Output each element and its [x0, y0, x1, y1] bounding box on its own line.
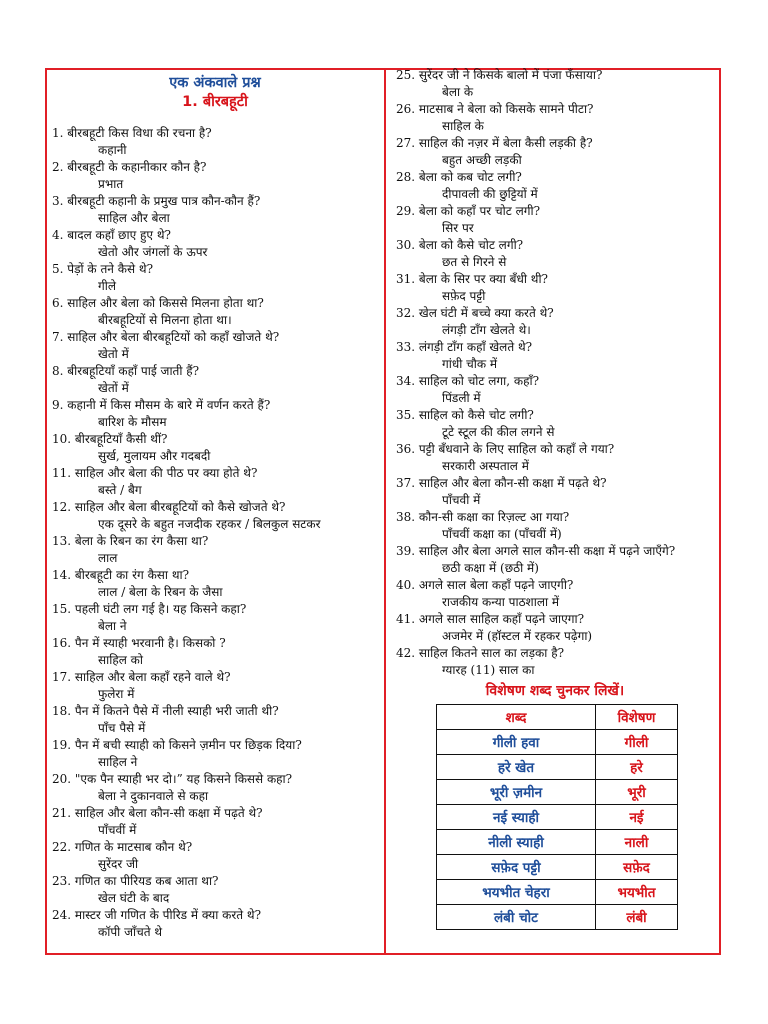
answer-text: पिंडली में: [442, 391, 481, 405]
answer-text: पाँचवीं में: [98, 823, 137, 837]
answer-text: बहुत अच्छी लड़की: [442, 153, 522, 167]
question-text: 27. साहिल की नज़र में बेला कैसी लड़की है?: [396, 136, 593, 150]
question-item: [396, 509, 714, 543]
answer-text: बीरबहूटियों से मिलना होता था।: [98, 313, 232, 327]
question-item: [396, 305, 714, 339]
question-text: 3. बीरबहूटी कहानी के प्रमुख पात्र कौन-कौन हैं?: [52, 194, 261, 208]
word-cell: नीली स्याही: [437, 830, 596, 855]
question-item: [52, 669, 378, 703]
question-item: [52, 737, 378, 771]
question-item: [396, 475, 714, 509]
table-row: [437, 805, 678, 830]
question-text: 24. मास्टर जी गणित के पीरिड में क्या करते थे?: [52, 908, 262, 922]
table-row: [437, 880, 678, 905]
question-item: [52, 397, 378, 431]
chapter-title: 1. बीरबहूटी: [182, 94, 248, 110]
left-column: [52, 74, 378, 941]
question-item: [52, 873, 378, 907]
question-item: [396, 169, 714, 203]
question-text: 7. साहिल और बेला बीरबहूटियों को कहाँ खोजते थे?: [52, 330, 280, 344]
section-title: एक अंकवाले प्रश्न: [169, 75, 261, 91]
answer-text: साहिल को: [98, 653, 143, 667]
question-text: 25. सुरेंदर जी ने किसके बालो में पंजा फँसाया?: [396, 68, 603, 82]
question-item: [396, 237, 714, 271]
answer-text: फुलेरा में: [98, 687, 135, 701]
question-text: 18. पैन में कितने पैसे में नीली स्याही भरी जाती थी?: [52, 704, 279, 718]
left-question-list: [52, 125, 378, 941]
question-text: 38. कौन-सी कक्षा का रिज़ल्ट आ गया?: [396, 510, 570, 524]
question-item: [52, 295, 378, 329]
question-text: 22. गणित के माटसाब कौन थे?: [52, 840, 193, 854]
question-text: 35. साहिल को कैसे चोट लगी?: [396, 408, 534, 422]
answer-text: साहिल और बेला: [98, 211, 170, 225]
question-text: 4. बादल कहाँ छाए हुए थे?: [52, 228, 171, 242]
adjective-cell: नई: [596, 805, 678, 830]
word-cell: लंबी चोट: [437, 905, 596, 930]
answer-text: कॉपी जाँचते थे: [98, 925, 163, 939]
question-item: [52, 125, 378, 159]
answer-text: बेला ने: [98, 619, 127, 633]
adjective-cell: गीली: [596, 730, 678, 755]
question-text: 26. माटसाब ने बेला को किसके सामने पीटा?: [396, 102, 594, 116]
answer-text: एक दूसरे के बहुत नजदीक रहकर / बिलकुल सटकर: [98, 517, 321, 531]
question-item: [396, 101, 714, 135]
question-item: [52, 635, 378, 669]
answer-text: खेतों में: [98, 381, 129, 395]
adjective-cell: हरे: [596, 755, 678, 780]
answer-text: खेल घंटी के बाद: [98, 891, 170, 905]
answer-text: गांधी चौक में: [442, 357, 498, 371]
question-item: [396, 67, 714, 101]
answer-text: पाँचवीं कक्षा का (पाँचवीं में): [442, 527, 562, 541]
answer-text: पाँच पैसे में: [98, 721, 146, 735]
question-text: 6. साहिल और बेला को किससे मिलना होता था?: [52, 296, 264, 310]
answer-text: छठी कक्षा में (छठी में): [442, 561, 539, 575]
question-item: [52, 431, 378, 465]
column-header-adjective: विशेषण: [596, 705, 678, 730]
question-item: [52, 363, 378, 397]
table-row: [437, 755, 678, 780]
question-text: 19. पैन में बची स्याही को किसने ज़मीन पर छिड़क दिया?: [52, 738, 302, 752]
answer-text: बेला के: [442, 85, 474, 99]
question-item: [52, 329, 378, 363]
question-item: [396, 135, 714, 169]
question-item: [396, 373, 714, 407]
table-row: [437, 730, 678, 755]
question-item: [396, 441, 714, 475]
word-cell: नई स्याही: [437, 805, 596, 830]
question-text: 2. बीरबहूटी के कहानीकार कौन है?: [52, 160, 207, 174]
question-item: [396, 339, 714, 373]
question-item: [52, 499, 378, 533]
question-item: [52, 465, 378, 499]
answer-text: सुर्ख, मुलायम और गदबदी: [98, 449, 211, 463]
question-item: [52, 533, 378, 567]
question-text: 20. "एक पैन स्याही भर दो।” यह किसने किससे कहा?: [52, 772, 293, 786]
question-text: 32. खेल घंटी में बच्चे क्या करते थे?: [396, 306, 554, 320]
question-text: 31. बेला के सिर पर क्या बँधी थी?: [396, 272, 548, 286]
adjective-table-body: [437, 730, 678, 930]
adjective-section-title: विशेषण शब्द चुनकर लिखें।: [485, 683, 625, 699]
question-item: [52, 227, 378, 261]
answer-text: टूटे स्टूल की कील लगने से: [442, 425, 555, 439]
answer-text: सिर पर: [442, 221, 474, 235]
answer-text: सफ़ेद पट्टी: [442, 289, 486, 303]
answer-text: ग्यारह (11) साल का: [442, 663, 535, 677]
question-text: 30. बेला को कैसे चोट लगी?: [396, 238, 524, 252]
question-text: 42. साहिल कितने साल का लड़का है?: [396, 646, 564, 660]
table-row: [437, 830, 678, 855]
word-cell: गीली हवा: [437, 730, 596, 755]
answer-text: बस्ते / बैग: [98, 483, 142, 497]
answer-text: सुरेंदर जी: [98, 857, 139, 871]
question-text: 12. साहिल और बेला बीरबहूटियों को कैसे खोजते थे?: [52, 500, 286, 514]
question-text: 36. पट्टी बँधवाने के लिए साहिल को कहाँ ले गया?: [396, 442, 615, 456]
word-cell: सफ़ेद पट्टी: [437, 855, 596, 880]
word-cell: भूरी ज़मीन: [437, 780, 596, 805]
question-text: 15. पहली घंटी लग गई है। यह किसने कहा?: [52, 602, 247, 616]
answer-text: लाल: [98, 551, 118, 565]
question-item: [52, 567, 378, 601]
question-text: 34. साहिल को चोट लगा, कहाँ?: [396, 374, 540, 388]
word-cell: हरे खेत: [437, 755, 596, 780]
question-text: 37. साहिल और बेला कौन-सी कक्षा में पढ़ते थे?: [396, 476, 607, 490]
question-text: 33. लंगड़ी टाँग कहाँ खेलते थे?: [396, 340, 533, 354]
question-item: [52, 907, 378, 941]
answer-text: लंगड़ी टाँग खेलते थे।: [442, 323, 531, 337]
word-cell: भयभीत चेहरा: [437, 880, 596, 905]
question-text: 41. अगले साल साहिल कहाँ पढ़ने जाएगा?: [396, 612, 585, 626]
question-item: [396, 611, 714, 645]
answer-text: खेतो और जंगलों के ऊपर: [98, 245, 208, 259]
question-item: [396, 577, 714, 611]
question-item: [52, 261, 378, 295]
question-item: [396, 407, 714, 441]
answer-text: लाल / बेला के रिबन के जैसा: [98, 585, 223, 599]
answer-text: अजमेर में (हॉस्टल में रहकर पढ़ेगा): [442, 629, 593, 643]
right-question-list: [396, 67, 714, 679]
question-item: [396, 645, 714, 679]
question-item: [52, 159, 378, 193]
table-row: [437, 905, 678, 930]
question-item: [396, 271, 714, 305]
column-header-word: शब्द: [437, 705, 596, 730]
question-text: 10. बीरबहूटियाँ कैसी थीं?: [52, 432, 168, 446]
answer-text: बारिश के मौसम: [98, 415, 167, 429]
answer-text: पाँचवी में: [442, 493, 481, 507]
answer-text: गीले: [98, 279, 117, 293]
question-text: 28. बेला को कब चोट लगी?: [396, 170, 522, 184]
answer-text: बेला ने दुकानवाले से कहा: [98, 789, 209, 803]
question-text: 13. बेला के रिबन का रंग कैसा था?: [52, 534, 209, 548]
question-text: 17. साहिल और बेला कहाँ रहने वाले थे?: [52, 670, 231, 684]
question-text: 39. साहिल और बेला अगले साल कौन-सी कक्षा में पढ़ने जाएँगे?: [396, 544, 676, 558]
answer-text: खेतो में: [98, 347, 129, 361]
adjective-table: [436, 704, 678, 930]
question-text: 1. बीरबहूटी किस विधा की रचना है?: [52, 126, 212, 140]
question-item: [52, 601, 378, 635]
question-item: [52, 771, 378, 805]
question-item: [52, 193, 378, 227]
adjective-cell: सफ़ेद: [596, 855, 678, 880]
adjective-cell: लंबी: [596, 905, 678, 930]
answer-text: छत से गिरने से: [442, 255, 507, 269]
question-text: 16. पैन में स्याही भरवानी है। किसको ?: [52, 636, 226, 650]
answer-text: सरकारी अस्पताल में: [442, 459, 529, 473]
adjective-cell: भूरी: [596, 780, 678, 805]
question-text: 21. साहिल और बेला कौन-सी कक्षा में पढ़ते थे?: [52, 806, 263, 820]
question-item: [52, 703, 378, 737]
question-text: 23. गणित का पीरियड कब आता था?: [52, 874, 219, 888]
question-item: [396, 203, 714, 237]
question-text: 9. कहानी में किस मौसम के बारे में वर्णन करते हैं?: [52, 398, 271, 412]
question-item: [396, 543, 714, 577]
question-text: 11. साहिल और बेला की पीठ पर क्या होते थे?: [52, 466, 258, 480]
question-text: 40. अगले साल बेला कहाँ पढ़ने जाएगी?: [396, 578, 574, 592]
answer-text: दीपावली की छुट्टियों में: [442, 187, 538, 201]
question-item: [52, 839, 378, 873]
question-text: 5. पेड़ों के तने कैसे थे?: [52, 262, 154, 276]
answer-text: राजकीय कन्या पाठशाला में: [442, 595, 560, 609]
question-text: 14. बीरबहूटी का रंग कैसा था?: [52, 568, 190, 582]
question-item: [52, 805, 378, 839]
answer-text: प्रभात: [98, 177, 124, 191]
answer-text: कहानी: [98, 143, 127, 157]
question-text: 29. बेला को कहाँ पर चोट लगी?: [396, 204, 541, 218]
answer-text: साहिल ने: [98, 755, 138, 769]
question-text: 8. बीरबहूटियाँ कहाँ पाई जाती हैं?: [52, 364, 200, 378]
adjective-cell: नाली: [596, 830, 678, 855]
table-header-row: [437, 705, 678, 730]
answer-text: साहिल के: [442, 119, 484, 133]
adjective-cell: भयभीत: [596, 880, 678, 905]
right-column: [396, 67, 714, 703]
table-row: [437, 855, 678, 880]
column-divider: [384, 68, 386, 955]
table-row: [437, 780, 678, 805]
